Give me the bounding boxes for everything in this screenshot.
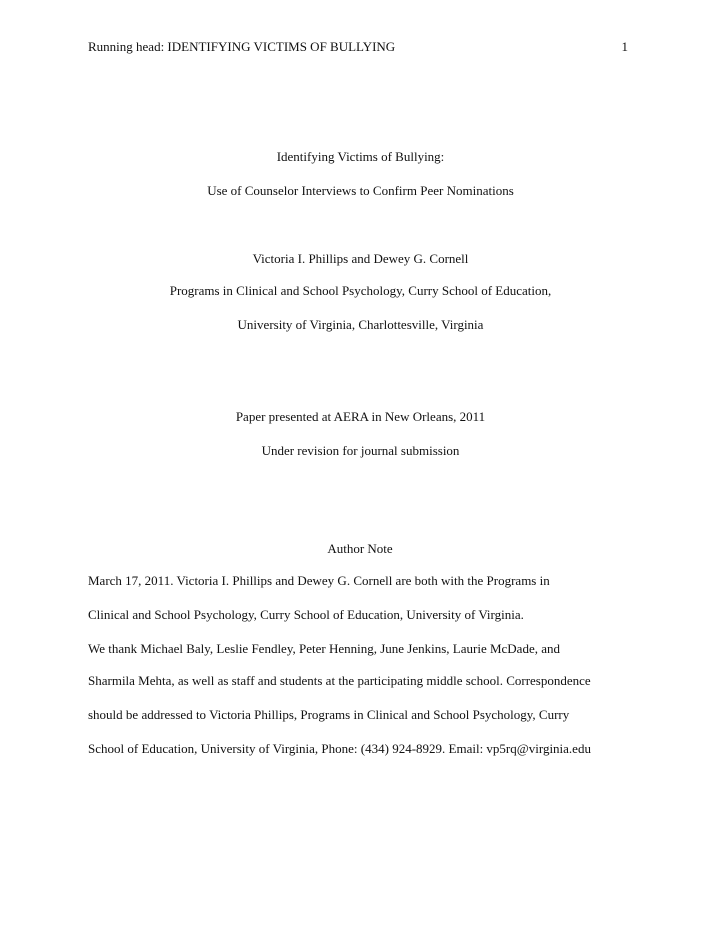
affiliation-line-1: Programs in Clinical and School Psychology, Curry School of Education, xyxy=(169,283,552,298)
revision-note: Under revision for journal submission xyxy=(261,443,460,458)
author-note-line: We thank Michael Baly, Leslie Fendley, Peter Henning, June Jenkins, Laurie McDade, and xyxy=(88,641,560,656)
author-names: Victoria I. Phillips and Dewey G. Cornell xyxy=(252,251,469,266)
affiliation-line-2: University of Virginia, Charlottesville, Virginia xyxy=(237,317,484,332)
page-header xyxy=(88,39,628,59)
author-note-line: March 17, 2011. Victoria I. Phillips and Dewey G. Cornell are both with the Programs in xyxy=(88,573,550,588)
running-head: Running head: IDENTIFYING VICTIMS OF BULLYING xyxy=(88,39,396,54)
author-note-line: Sharmila Mehta, as well as staff and students at the participating middle school. Correspondence xyxy=(88,673,591,688)
author-note-line: Clinical and School Psychology, Curry School of Education, University of Virginia. xyxy=(88,607,524,622)
page-number: 1 xyxy=(621,39,628,54)
author-note-heading: Author Note xyxy=(327,541,393,556)
author-note-line: School of Education, University of Virginia, Phone: (434) 924-8929. Email: vp5rq@virginia.edu xyxy=(88,741,591,756)
presentation-note: Paper presented at AERA in New Orleans, 2011 xyxy=(235,409,486,424)
author-note-line: should be addressed to Victoria Phillips, Programs in Clinical and School Psychology, Curry xyxy=(88,707,570,722)
title-line-1: Identifying Victims of Bullying: xyxy=(276,149,445,164)
title-line-2: Use of Counselor Interviews to Confirm Peer Nominations xyxy=(207,183,514,198)
